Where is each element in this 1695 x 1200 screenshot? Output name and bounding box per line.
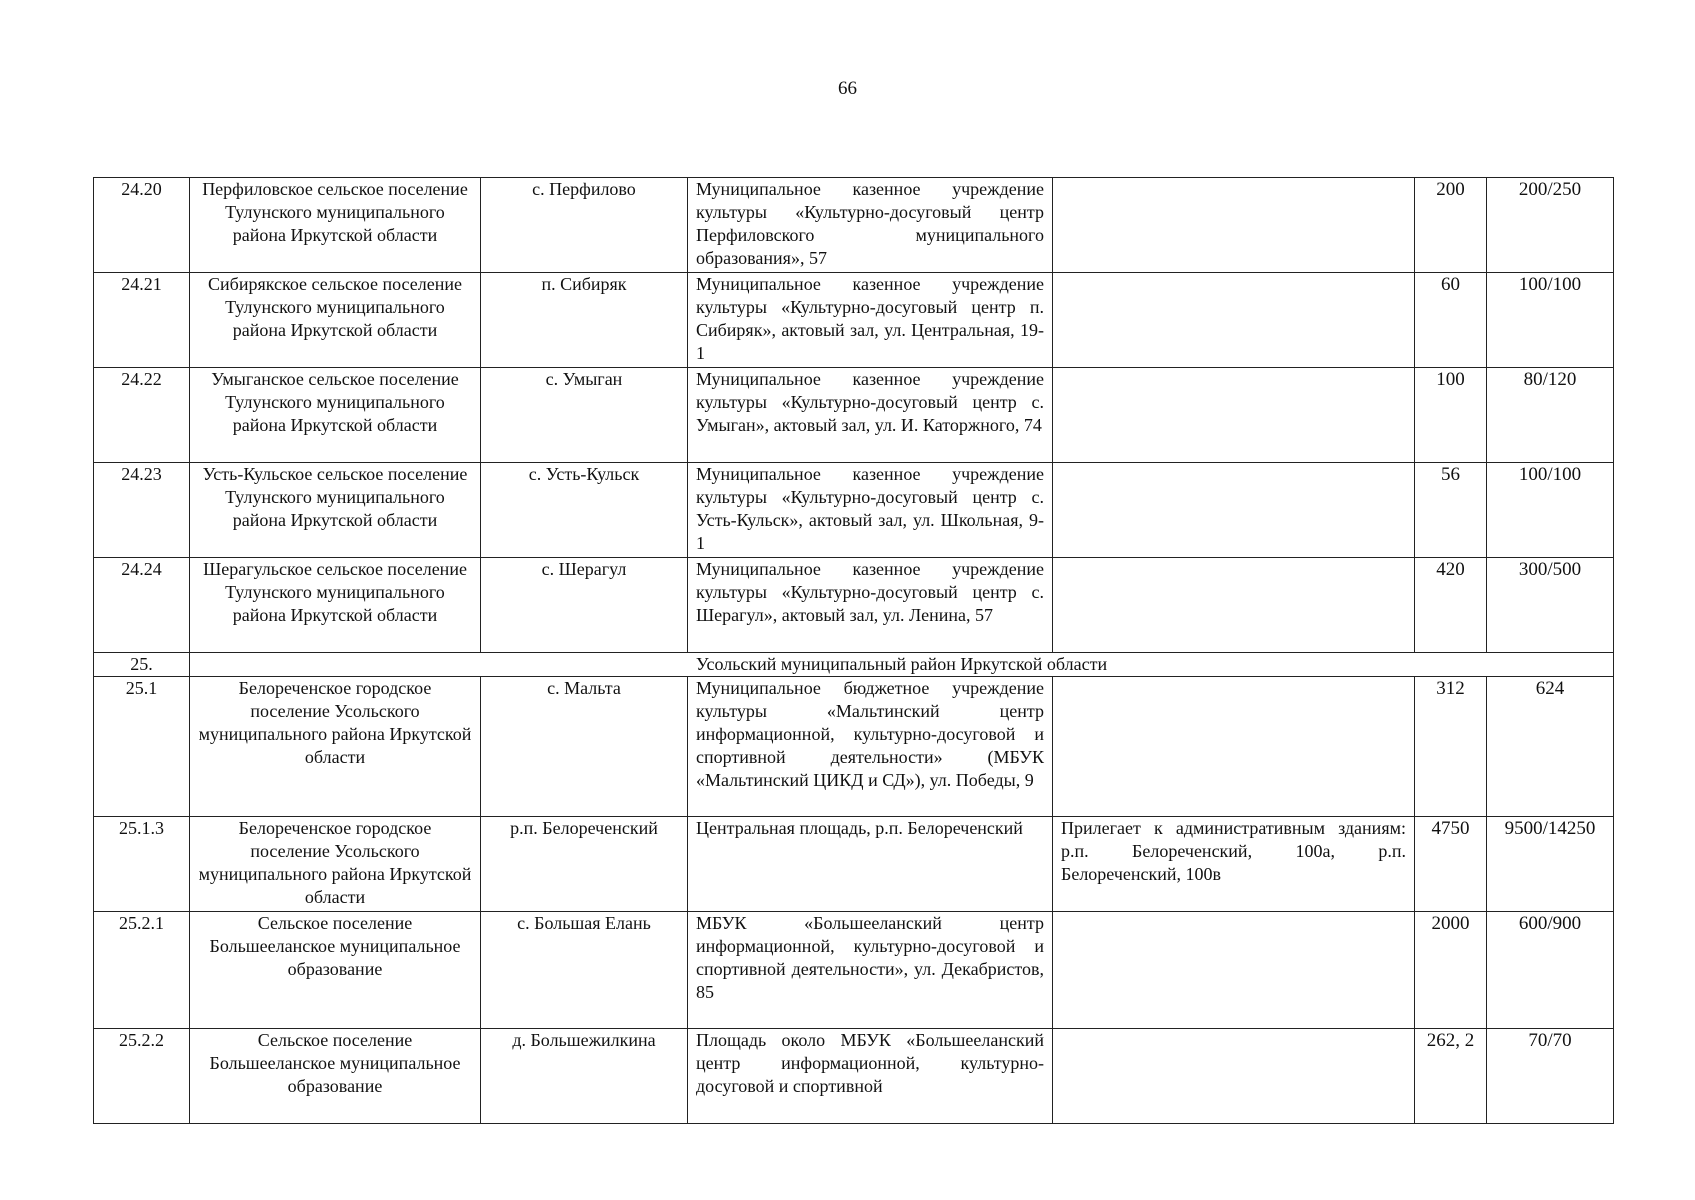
object-cell: Муниципальное бюджетное учреждение культуры «Мальтинский центр информационной, культурно-досуговой и спортивной деятельности» (МБУК «Мальтинский ЦИКД и СД»), ул. Победы, 9 — [688, 677, 1053, 817]
row-number: 25.1 — [94, 677, 190, 817]
table-row — [94, 1029, 1614, 1124]
capacity-cell: 300/500 — [1487, 558, 1614, 653]
section-row — [94, 653, 1614, 677]
area-cell: 60 — [1415, 273, 1487, 368]
row-number: 24.22 — [94, 368, 190, 463]
table-row — [94, 368, 1614, 463]
object-cell: Муниципальное казенное учреждение культуры «Культурно-досуговый центр п. Сибиряк», актовый зал, ул. Центральная, 19-1 — [688, 273, 1053, 368]
note-cell — [1053, 178, 1415, 273]
area-cell: 312 — [1415, 677, 1487, 817]
table-row — [94, 558, 1614, 653]
row-number: 25.1.3 — [94, 817, 190, 912]
object-cell: Муниципальное казенное учреждение культуры «Культурно-досуговый центр с. Шерагул», актовый зал, ул. Ленина, 57 — [688, 558, 1053, 653]
capacity-cell: 200/250 — [1487, 178, 1614, 273]
section-number: 25. — [94, 653, 190, 677]
area-cell: 420 — [1415, 558, 1487, 653]
capacity-cell: 80/120 — [1487, 368, 1614, 463]
area-cell: 2000 — [1415, 912, 1487, 1029]
capacity-cell: 600/900 — [1487, 912, 1614, 1029]
row-number: 24.21 — [94, 273, 190, 368]
locality-cell: с. Умыган — [481, 368, 688, 463]
settlement-cell: Шерагульское сельское поселение Тулунского муниципального района Иркутской области — [190, 558, 481, 653]
note-cell — [1053, 1029, 1415, 1124]
table-row — [94, 273, 1614, 368]
table-row — [94, 817, 1614, 912]
note-cell: Прилегает к административным зданиям: р.п. Белореченский, 100а, р.п. Белореченский, 100в — [1053, 817, 1415, 912]
area-cell: 56 — [1415, 463, 1487, 558]
settlement-cell: Умыганское сельское поселение Тулунского муниципального района Иркутской области — [190, 368, 481, 463]
locality-cell: с. Мальта — [481, 677, 688, 817]
locality-cell: с. Шерагул — [481, 558, 688, 653]
area-cell: 100 — [1415, 368, 1487, 463]
row-number: 24.23 — [94, 463, 190, 558]
table-row — [94, 178, 1614, 273]
note-cell — [1053, 273, 1415, 368]
area-cell: 262, 2 — [1415, 1029, 1487, 1124]
capacity-cell: 100/100 — [1487, 273, 1614, 368]
settlement-cell: Усть-Кульское сельское поселение Тулунского муниципального района Иркутской области — [190, 463, 481, 558]
object-cell: МБУК «Большееланский центр информационной, культурно-досуговой и спортивной деятельности», ул. Декабристов, 85 — [688, 912, 1053, 1029]
row-number: 25.2.2 — [94, 1029, 190, 1124]
row-number: 24.24 — [94, 558, 190, 653]
locality-cell: п. Сибиряк — [481, 273, 688, 368]
locality-cell: д. Большежилкина — [481, 1029, 688, 1124]
note-cell — [1053, 463, 1415, 558]
capacity-cell: 9500/14250 — [1487, 817, 1614, 912]
locality-cell: с. Усть-Кульск — [481, 463, 688, 558]
area-cell: 200 — [1415, 178, 1487, 273]
settlement-cell: Сельское поселение Большееланское муниципальное образование — [190, 1029, 481, 1124]
table-row — [94, 677, 1614, 817]
area-cell: 4750 — [1415, 817, 1487, 912]
sites-table — [93, 177, 1614, 1124]
settlement-cell: Сибирякское сельское поселение Тулунского муниципального района Иркутской области — [190, 273, 481, 368]
row-number: 24.20 — [94, 178, 190, 273]
settlement-cell: Перфиловское сельское поселение Тулунского муниципального района Иркутской области — [190, 178, 481, 273]
object-cell: Муниципальное казенное учреждение культуры «Культурно-досуговый центр с. Усть-Кульск», актовый зал, ул. Школьная, 9-1 — [688, 463, 1053, 558]
object-cell: Центральная площадь, р.п. Белореченский — [688, 817, 1053, 912]
object-cell: Площадь около МБУК «Большееланский центр информационной, культурно-досуговой и спортивной — [688, 1029, 1053, 1124]
locality-cell: р.п. Белореченский — [481, 817, 688, 912]
note-cell — [1053, 677, 1415, 817]
capacity-cell: 624 — [1487, 677, 1614, 817]
settlement-cell: Белореченское городское поселение Усольского муниципального района Иркутской области — [190, 817, 481, 912]
note-cell — [1053, 558, 1415, 653]
locality-cell: с. Большая Елань — [481, 912, 688, 1029]
settlement-cell: Сельское поселение Большееланское муниципальное образование — [190, 912, 481, 1029]
table-row — [94, 912, 1614, 1029]
note-cell — [1053, 368, 1415, 463]
locality-cell: с. Перфилово — [481, 178, 688, 273]
table-row — [94, 463, 1614, 558]
capacity-cell: 100/100 — [1487, 463, 1614, 558]
settlement-cell: Белореченское городское поселение Усольского муниципального района Иркутской области — [190, 677, 481, 817]
note-cell — [1053, 912, 1415, 1029]
capacity-cell: 70/70 — [1487, 1029, 1614, 1124]
section-title: Усольский муниципальный район Иркутской области — [190, 653, 1614, 677]
object-cell: Муниципальное казенное учреждение культуры «Культурно-досуговый центр с. Умыган», актовый зал, ул. И. Каторжного, 74 — [688, 368, 1053, 463]
page-number: 66 — [838, 78, 857, 99]
row-number: 25.2.1 — [94, 912, 190, 1029]
object-cell: Муниципальное казенное учреждение культуры «Культурно-досуговый центр Перфиловского муниципального образования», 57 — [688, 178, 1053, 273]
